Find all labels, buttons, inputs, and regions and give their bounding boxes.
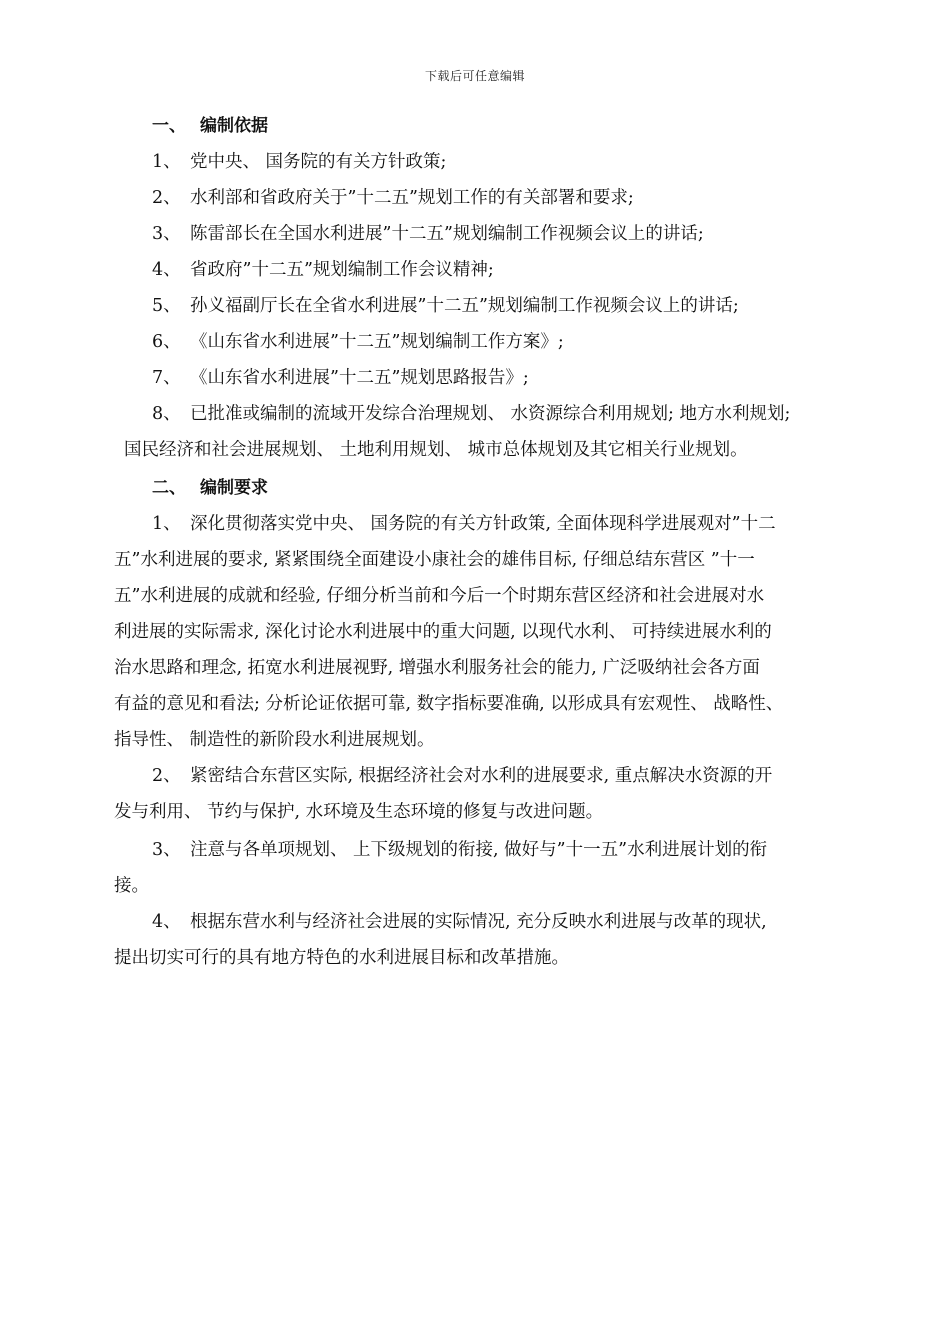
section-1-heading [152, 114, 268, 138]
item-number: 8、 [152, 404, 181, 424]
item-number: 7、 [152, 368, 181, 388]
basis-item-8-continuation: 国民经济和社会进展规划、 土地利用规划、 城市总体规划及其它相关行业规划。 [124, 440, 748, 460]
basis-item-7 [152, 366, 529, 390]
basis-item-4 [152, 258, 494, 282]
item-number: 3、 [152, 840, 181, 860]
requirement-4-line: 提出切实可行的具有地方特色的水利进展目标和改革措施。 [114, 948, 569, 968]
item-text: 已批准或编制的流域开发综合治理规划、 水资源综合利用规划; 地方水利规划; [190, 404, 791, 424]
item-text: 《山东省水利进展”十二五”规划思路报告》; [190, 368, 529, 388]
item-text: 深化贯彻落实党中央、 国务院的有关方针政策, 全面体现科学进展观对”十二 [190, 514, 776, 534]
basis-item-8 [152, 402, 790, 426]
requirement-1-line: 指导性、 制造性的新阶段水利进展规划。 [114, 730, 435, 750]
item-number: 1、 [152, 514, 181, 534]
section-1-title: 编制依据 [200, 116, 268, 136]
basis-item-5 [152, 294, 739, 318]
item-number: 1、 [152, 152, 181, 172]
section-2-title: 编制要求 [200, 478, 268, 498]
item-number: 5、 [152, 296, 181, 316]
requirement-4-first-line [152, 910, 767, 934]
item-text: 孙义福副厅长在全省水利进展”十二五”规划编制工作视频会议上的讲话; [190, 296, 739, 316]
item-text: 省政府”十二五”规划编制工作会议精神; [190, 260, 494, 280]
section-1-number: 一、 [152, 116, 186, 136]
item-number: 6、 [152, 332, 181, 352]
requirement-2-first-line [152, 764, 772, 788]
item-text: 水利部和省政府关于”十二五”规划工作的有关部署和要求; [190, 188, 634, 208]
item-number: 2、 [152, 766, 181, 786]
requirement-1-line: 五”水利进展的成就和经验, 仔细分析当前和今后一个时期东营区经济和社会进展对水 [114, 586, 765, 606]
requirement-1-line: 利进展的实际需求, 深化讨论水利进展中的重大问题, 以现代水利、 可持续进展水利的 [114, 622, 772, 642]
item-number: 4、 [152, 912, 181, 932]
section-2-heading [152, 476, 268, 500]
section-2-number: 二、 [152, 478, 186, 498]
item-text: 党中央、 国务院的有关方针政策; [190, 152, 447, 172]
item-text: 注意与各单项规划、 上下级规划的衔接, 做好与”十一五”水利进展计划的衔 [190, 840, 768, 860]
requirement-1-first-line [152, 512, 776, 536]
requirement-3-first-line [152, 838, 767, 862]
item-number: 3、 [152, 224, 181, 244]
requirement-1-line: 治水思路和理念, 拓宽水利进展视野, 增强水利服务社会的能力, 广泛吸纳社会各方面 [114, 658, 760, 678]
requirement-2-line: 发与利用、 节约与保护, 水环境及生态环境的修复与改进问题。 [114, 802, 604, 822]
basis-item-2 [152, 186, 634, 210]
item-text: 根据东营水利与经济社会进展的实际情况, 充分反映水利进展与改革的现状, [190, 912, 767, 932]
item-text: 紧密结合东营区实际, 根据经济社会对水利的进展要求, 重点解决水资源的开 [190, 766, 773, 786]
requirement-1-line: 五”水利进展的要求, 紧紧围绕全面建设小康社会的雄伟目标, 仔细总结东营区 ”十一 [114, 550, 755, 570]
item-number: 2、 [152, 188, 181, 208]
item-text: 陈雷部长在全国水利进展”十二五”规划编制工作视频会议上的讲话; [190, 224, 704, 244]
requirement-1-line: 有益的意见和看法; 分析论证依据可靠, 数字指标要准确, 以形成具有宏观性、 战略性、 [114, 694, 784, 714]
basis-item-1 [152, 150, 446, 174]
item-text: 《山东省水利进展”十二五”规划编制工作方案》; [190, 332, 564, 352]
requirement-3-line: 接。 [114, 876, 149, 896]
basis-item-3 [152, 222, 704, 246]
item-number: 4、 [152, 260, 181, 280]
page-header: 下载后可任意编辑 [424, 69, 525, 83]
basis-item-6 [152, 330, 564, 354]
